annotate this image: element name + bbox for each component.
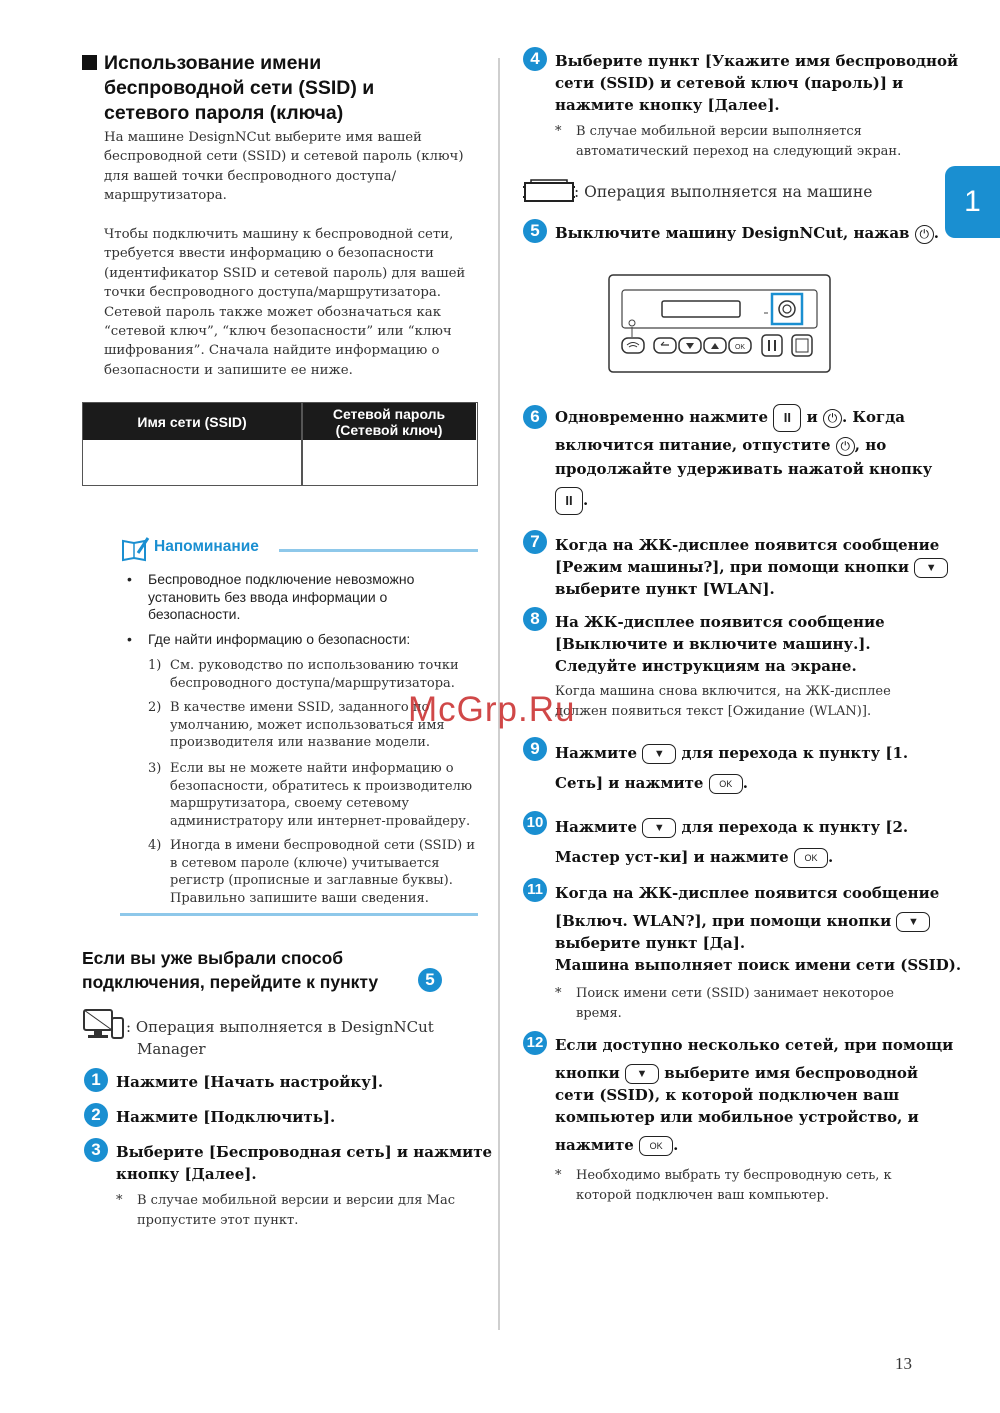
power-icon: ⏻	[823, 409, 842, 428]
table-cell-password	[303, 440, 476, 485]
step-4-text: Выберите пункт [Укажите имя беспроводной сети (SSID) и сетевой ключ (пароль)] и нажмите кнопку [Далее].	[555, 52, 959, 114]
step-12-badge: 12	[523, 1031, 547, 1055]
step-7-text: Когда на ЖК-дисплее появится сообщение [Режим машины?], при помощи кнопки ▼ выберите пункт [WLAN].	[555, 534, 948, 600]
step-6-badge: 6	[523, 405, 547, 429]
step-4-badge: 4	[523, 47, 547, 71]
step-2-badge: 2	[84, 1103, 108, 1127]
ok-key-icon: OK	[639, 1136, 673, 1156]
down-key-icon: ▼	[642, 818, 676, 838]
memo-bullet-1: • Беспроводное подключение невозможно установить без ввода информации о безопасности.	[127, 571, 415, 622]
down-key-icon: ▼	[896, 912, 930, 932]
memo-bottom-rule	[120, 913, 478, 916]
step-1-badge: 1	[84, 1068, 108, 1092]
step-11-badge: 11	[523, 878, 547, 902]
step-7-badge: 7	[523, 530, 547, 554]
memo-list-item-3: 3) Если вы не можете найти информацию о безопасности, обратитесь к производителю маршрутизатора, своему сетевому администратору или интернет-провайдеру.	[148, 761, 473, 829]
step-2-text: Нажмите [Подключить].	[116, 1108, 336, 1126]
step-8-note: Когда машина снова включится, на ЖК-дисплее должен появиться текст [Ожидание (WLAN)].	[555, 684, 891, 719]
ok-key-icon: OK	[709, 774, 743, 794]
memo-list-item-2: 2) В качестве имени SSID, заданного по умолчанию, может использоваться имя производителя или название модели.	[148, 700, 445, 750]
step-3-badge: 3	[84, 1138, 108, 1162]
step-8-badge: 8	[523, 607, 547, 631]
step-1-text: Нажмите [Начать настройку].	[116, 1073, 384, 1091]
step-8-text: На ЖК-дисплее появится сообщение [Выключите и включите машину.]. Следуйте инструкциям на экране.	[555, 613, 885, 675]
bullet-icon: •	[127, 631, 132, 647]
step-10-badge: 10	[523, 811, 547, 835]
table-header-ssid: Имя сети (SSID)	[83, 403, 301, 440]
subsection-title: Если вы уже выбрали способ подключения, перейдите к пункту	[82, 948, 379, 992]
svg-text:OK: OK	[734, 344, 746, 351]
ok-key-icon: OK	[794, 848, 828, 868]
control-panel-illustration	[608, 274, 832, 379]
ssid-password-table	[82, 402, 478, 486]
power-icon: ⏻	[836, 437, 855, 456]
step-3-text: Выберите [Беспроводная сеть] и нажмите кнопку [Далее].	[116, 1143, 493, 1183]
step-9-text: Нажмите ▼ для перехода к пункту [1. Сеть] и нажмите OK .	[555, 744, 909, 792]
down-key-icon: ▼	[914, 558, 948, 578]
pause-key-icon: II	[773, 404, 801, 432]
watermark: McGrp.Ru	[408, 690, 576, 729]
step-12-text: Если доступно несколько сетей, при помощи кнопки ▼ выберите имя беспроводной сети (SSID), к которой подключен ваш компьютер или мобильное устройство, и нажмите OK .	[555, 1036, 954, 1154]
step-4-note: * В случае мобильной версии выполняется автоматический переход на следующий экран.	[555, 124, 902, 159]
step-9-badge: 9	[523, 737, 547, 761]
power-icon: ⏻	[915, 225, 934, 244]
pause-key-icon: II	[555, 487, 583, 515]
machine-icon	[521, 177, 577, 210]
down-key-icon: ▼	[642, 744, 676, 764]
memo-top-rule	[279, 549, 478, 552]
memo-bullet-2: • Где найти информацию о безопасности:	[127, 631, 411, 647]
table-cell-ssid	[83, 440, 301, 485]
step-12-note: * Необходимо выбрать ту беспроводную сеть, к которой подключен ваш компьютер.	[555, 1168, 892, 1203]
table-header-password: Сетевой пароль (Сетевой ключ)	[302, 403, 476, 440]
bullet-icon: •	[127, 571, 132, 587]
step-10-text: Нажмите ▼ для перехода к пункту [2. Мастер уст-ки] и нажмите OK .	[555, 818, 909, 866]
step-11-text: Когда на ЖК-дисплее появится сообщение [Включ. WLAN?], при помощи кнопки ▼ выберите пункт [Да]. Машина выполняет поиск имени сети (SSID).	[555, 884, 962, 974]
memo-list-item-4: 4) Иногда в имени беспроводной сети (SSID) и в сетевом пароле (ключе) учитывается регистр (прописные и заглавные буквы). Правильно запишите ваши сведения.	[148, 838, 476, 906]
step-3-note: * В случае мобильной версии и версии для Mac пропустите этот пункт.	[116, 1193, 455, 1228]
step-6-text: Одновременно нажмите II и ⏻ . Когда включится питание, отпустите ⏻ , но продолжайте удерживать нажатой кнопку II .	[555, 402, 935, 520]
security-info-text: Чтобы подключить машину к беспроводной сети, требуется ввести информацию о безопасности (идентификатор SSID и сетевой пароль) для вашей точки беспроводного доступа/маршрутизатора. Сетевой пароль также может обозначаться как “сетевой ключ”, “ключ безопасности” или “ключ шифрования”. Сначала найдите информацию о безопасности и запишите ее ниже.	[104, 227, 466, 378]
memo-icon	[120, 535, 150, 568]
memo-list-item-1: 1) См. руководство по использованию точки беспроводного доступа/маршрутизатора.	[148, 658, 459, 691]
section-square-icon	[82, 55, 97, 70]
step-5-badge: 5	[523, 219, 547, 243]
step-11-note: * Поиск имени сети (SSID) занимает некоторое время.	[555, 986, 894, 1021]
chapter-tab: 1	[945, 166, 1000, 238]
down-key-icon: ▼	[625, 1064, 659, 1084]
computer-icon	[82, 1008, 126, 1047]
step-5-text: Выключите машину DesignNCut, нажав ⏻ .	[555, 224, 939, 242]
section-title: Использование имени беспроводной сети (SSID) и сетевого пароля (ключа)	[104, 52, 375, 124]
memo-title: Напоминание	[154, 538, 259, 555]
machine-operation-label: : Операция выполняется на машине	[574, 183, 873, 201]
step-5-ref-badge: 5	[418, 968, 442, 992]
intro-text: На машине DesignNCut выберите имя вашей беспроводной сети (SSID) и сетевой пароль (ключ) для вашей точки беспроводного доступа/ маршрутизатора.	[104, 130, 464, 204]
page-number: 13	[895, 1354, 912, 1373]
pc-operation-label: : Операция выполняется в DesignNCut Manager	[126, 1018, 434, 1058]
